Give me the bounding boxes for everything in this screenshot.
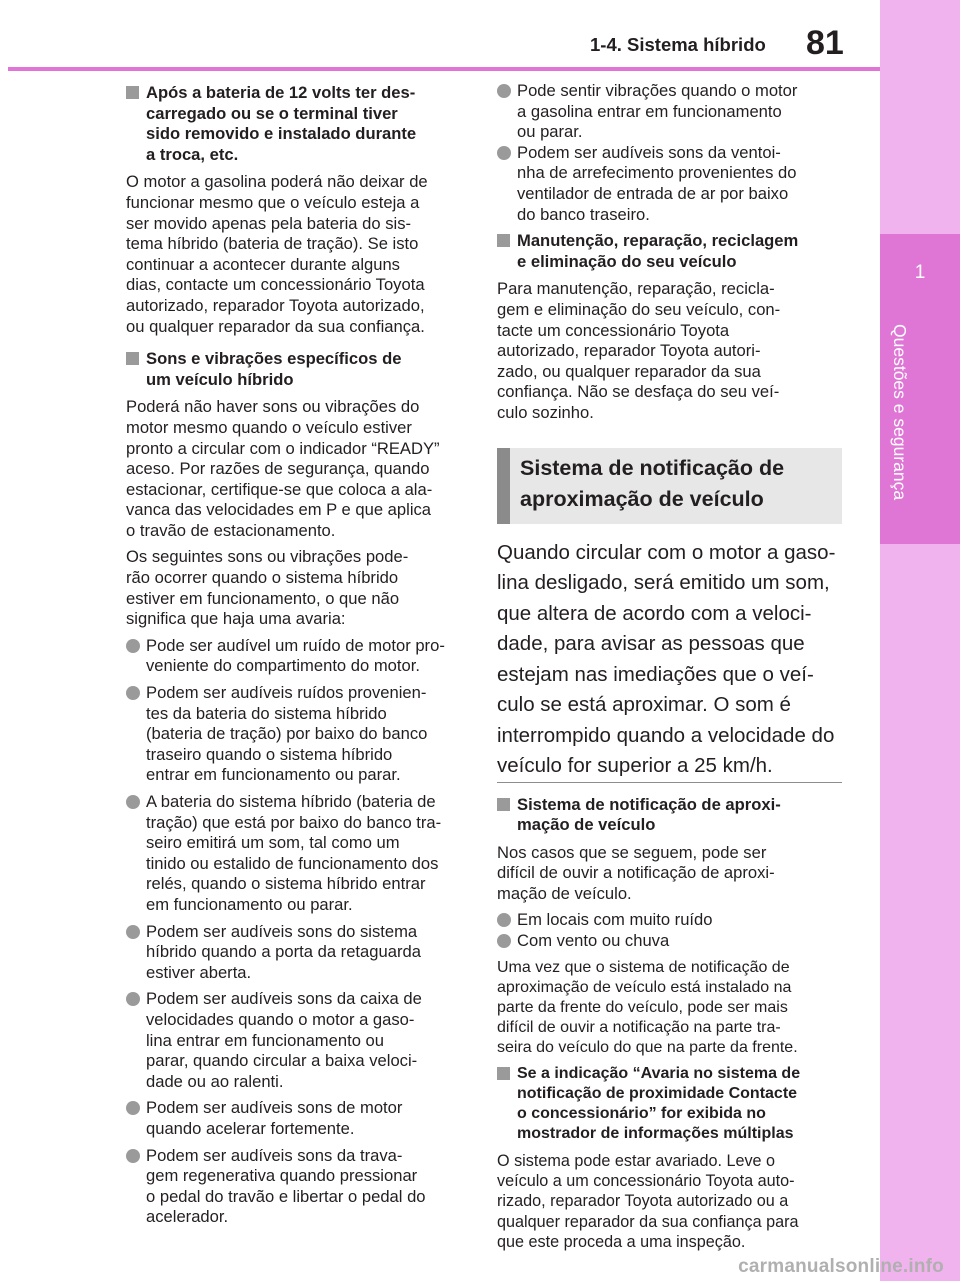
page-number: 81 (806, 24, 844, 62)
round-bullet-icon (126, 992, 140, 1006)
round-bullet-icon (497, 934, 511, 948)
text-line: rizado, reparador Toyota autorizado ou a (497, 1192, 789, 1211)
list-item (126, 989, 472, 1092)
paragraph-following (126, 547, 472, 629)
text-line: tes da bateria do sistema híbrido (146, 703, 387, 723)
square-bullet-icon (497, 234, 510, 247)
round-bullet-icon (126, 1101, 140, 1115)
text-line: autorizado, reparador Toyota autorizado, (126, 295, 425, 315)
text-line: Pode sentir vibrações quando o motor (517, 81, 798, 100)
text-line: (bateria de tração) por baixo do banco (146, 724, 428, 744)
text-line: híbrido quando a porta da retaguarda (146, 942, 421, 962)
text-line: aceso. Por razões de segurança, quando (126, 459, 430, 479)
text-line: qualquer reparador da sua confiança para (497, 1212, 799, 1231)
text-line: interrompido quando a velocidade do (497, 723, 835, 747)
text-line: lina entrar em funcionamento ou (146, 1030, 384, 1050)
text-line: difícil de ouvir a notificação na parte tra- (497, 1018, 781, 1036)
text-line: estiver em funcionamento, o que não (126, 588, 400, 608)
round-bullet-icon (497, 913, 511, 927)
text-line: aproximação de veículo está instalado na (497, 978, 792, 996)
text-line: velocidades quando o motor a gaso- (146, 1009, 415, 1029)
section-title: 1-4. Sistema híbrido (590, 34, 766, 55)
list-item (497, 910, 842, 931)
left-column (126, 83, 472, 1234)
text-line: Os seguintes sons ou vibrações pode- (126, 547, 409, 567)
heading-line: Sons e vibrações específicos de (146, 349, 402, 369)
right-column (497, 81, 842, 1258)
text-line: zado, ou qualquer reparador da sua (497, 361, 761, 381)
text-line: dade ou ao ralenti. (146, 1071, 284, 1091)
text-line: parar, quando circular a baixa veloci- (146, 1051, 418, 1071)
text-line: A bateria do sistema híbrido (bateria de (146, 792, 436, 811)
list-item (126, 636, 472, 677)
chapter-label: Questões e segurança (890, 324, 910, 501)
box-title-line: Sistema de notificação de (520, 455, 785, 480)
text-line: autorizado, reparador Toyota autori- (497, 341, 761, 361)
text-line: tração) que está por baixo do banco tra- (146, 812, 442, 832)
paragraph-inspection (497, 1151, 842, 1252)
round-bullet-icon (497, 146, 511, 160)
square-bullet-icon (126, 352, 139, 365)
text-line: o travão de estacionamento. (126, 520, 336, 540)
list-item (126, 1098, 472, 1139)
heading-line: a troca, etc. (146, 144, 239, 164)
list-item (126, 922, 472, 984)
text-line: Podem ser audíveis sons do sistema (146, 921, 418, 941)
heading-line: o concessionário” for exibida no (517, 1104, 766, 1122)
paragraph-maintenance (497, 279, 842, 423)
text-line: Podem ser audíveis ruídos provenien- (146, 683, 427, 703)
list-item (497, 81, 842, 143)
paragraph-difficult (497, 843, 842, 905)
text-line: dias, contacte um concessionário Toyota (126, 275, 425, 295)
text-line: gem regenerativa quando pressionar (146, 1166, 418, 1186)
text-line: lina desligado, será emitido um som, (497, 571, 830, 594)
text-line: significa que haja uma avaria: (126, 609, 346, 629)
box-title-line: aproximação de veículo (520, 486, 764, 511)
square-bullet-icon (126, 86, 139, 99)
text-line: ou qualquer reparador da sua confiança. (126, 316, 425, 336)
text-line: estiver aberta. (146, 962, 252, 982)
paragraph-front (497, 958, 842, 1058)
heading-line: um veículo híbrido (146, 369, 294, 389)
text-line: gem e eliminação do seu veículo, con- (497, 299, 781, 319)
section-divider (497, 782, 842, 783)
heading-line: Sistema de notificação de aproxi- (517, 794, 781, 814)
heading-sounds (126, 349, 472, 390)
heading-line: e eliminação do seu veículo (517, 251, 737, 271)
text-line: culo se está aproximar. O som é (497, 693, 791, 716)
section-box-title (497, 448, 842, 524)
heading-line: Se a indicação “Avaria no sistema de (517, 1064, 801, 1082)
text-line: O sistema pode estar avariado. Leve o (497, 1151, 776, 1170)
text-line: do banco traseiro. (517, 204, 650, 224)
text-line: estejam nas imediações que o veí- (497, 662, 814, 686)
text-line: confiança. Não se desfaça do seu veí- (497, 382, 780, 402)
text-line: Poderá não haver sons ou vibrações do (126, 397, 420, 417)
text-line: tacte um concessionário Toyota (497, 320, 730, 340)
text-line: ser movido apenas pela bateria do sis- (126, 213, 412, 233)
chapter-number: 1 (914, 262, 926, 283)
round-bullet-icon (126, 1149, 140, 1163)
list-item (126, 683, 472, 786)
list-item (497, 143, 842, 225)
text-line: Pode ser audível um ruído de motor pro- (146, 635, 445, 655)
text-line: Em locais com muito ruído (517, 910, 713, 930)
round-bullet-icon (126, 795, 140, 809)
text-line: o pedal do travão e libertar o pedal do (146, 1186, 426, 1206)
header-rule (8, 67, 880, 71)
watermark: carmanualsonline.info (738, 1256, 944, 1277)
text-line: Podem ser audíveis sons da caixa de (146, 989, 422, 1009)
text-line: quando acelerar fortemente. (146, 1118, 355, 1138)
text-line: nha de arrefecimento provenientes do (517, 163, 797, 183)
text-line: Podem ser audíveis sons de motor (146, 1098, 403, 1118)
heading-line: mostrador de informações múltiplas (517, 1124, 794, 1142)
text-line: veículo a um concessionário Toyota auto- (497, 1171, 795, 1190)
text-line: seira do veículo do que na parte da frente. (497, 1038, 798, 1056)
text-line: Uma vez que o sistema de notificação de (497, 958, 790, 976)
text-line: relés, quando o sistema híbrido entrar (146, 874, 426, 894)
round-bullet-icon (126, 686, 140, 700)
round-bullet-icon (126, 925, 140, 939)
heading-line: sido removido e instalado durante (146, 124, 417, 144)
round-bullet-icon (497, 84, 511, 98)
text-line: acelerador. (146, 1207, 229, 1227)
text-line: Com vento ou chuva (517, 931, 670, 951)
list-item (497, 931, 842, 952)
text-line: tinido ou estalido de funcionamento dos (146, 853, 439, 873)
text-line: entrar em funcionamento ou parar. (146, 765, 401, 785)
text-line: que altera de acordo com a veloci- (497, 601, 812, 625)
text-line: Podem ser audíveis sons da trava- (146, 1145, 403, 1165)
text-line: difícil de ouvir a notificação de aproxi- (497, 863, 775, 883)
paragraph-battery (126, 172, 472, 337)
heading-line: Após a bateria de 12 volts ter des- (146, 83, 416, 102)
chapter-label-wrap (889, 324, 911, 529)
text-line: tema híbrido (bateria de tração). Se isto (126, 234, 419, 254)
text-line: seiro emitirá um som, tal como um (146, 833, 400, 853)
text-line: motor mesmo quando o veículo estiver (126, 417, 412, 437)
text-line: culo sozinho. (497, 402, 594, 422)
text-line: ou parar. (517, 122, 583, 142)
square-bullet-icon (497, 798, 510, 811)
chapter-sidebar (880, 0, 960, 1281)
intro-paragraph (497, 538, 842, 782)
text-line: Podem ser audíveis sons da ventoi- (517, 142, 781, 162)
heading-line: mação de veículo (517, 815, 656, 835)
heading-line: Manutenção, reparação, reciclagem (517, 231, 799, 251)
list-item (126, 1146, 472, 1228)
paragraph-ready (126, 397, 472, 541)
text-line: a gasolina entrar em funcionamento (517, 101, 782, 121)
text-line: traseiro quando o sistema híbrido (146, 744, 393, 764)
heading-battery (126, 83, 472, 165)
text-line: Para manutenção, reparação, recicla- (497, 279, 775, 299)
heading-fault (497, 1064, 842, 1144)
text-line: estacionar, certifique-se que coloca a ala- (126, 479, 433, 499)
text-line: veniente do compartimento do motor. (146, 656, 420, 676)
text-line: funcionar mesmo que o veículo esteja a (126, 192, 420, 212)
heading-maintenance (497, 231, 842, 272)
text-line: parte da frente do veículo, pode ser mais (497, 998, 788, 1016)
text-line: Quando circular com o motor a gaso- (497, 540, 836, 564)
text-line: que este proceda a uma inspeção. (497, 1232, 746, 1251)
text-line: dade, para avisar as pessoas que (497, 632, 805, 655)
text-line: ventilador de entrada de ar por baixo (517, 183, 789, 203)
text-line: em funcionamento ou parar. (146, 894, 353, 914)
text-line: continuar a acontecer durante alguns (126, 254, 400, 274)
heading-line: carregado ou se o terminal tiver (146, 103, 398, 123)
text-line: Nos casos que se seguem, pode ser (497, 842, 767, 862)
text-line: rão ocorrer quando o sistema híbrido (126, 568, 399, 588)
text-line: vanca das velocidades em P e que aplica (126, 500, 432, 520)
heading-notification (497, 795, 842, 836)
text-line: O motor a gasolina poderá não deixar de (126, 172, 428, 192)
round-bullet-icon (126, 639, 140, 653)
text-line: mação de veículo. (497, 883, 632, 903)
text-line: veículo for superior a 25 km/h. (497, 754, 773, 777)
text-line: pronto a circular com o indicador “READY” (126, 438, 440, 458)
square-bullet-icon (497, 1067, 510, 1080)
heading-line: notificação de proximidade Contacte (517, 1084, 798, 1102)
list-item (126, 792, 472, 916)
